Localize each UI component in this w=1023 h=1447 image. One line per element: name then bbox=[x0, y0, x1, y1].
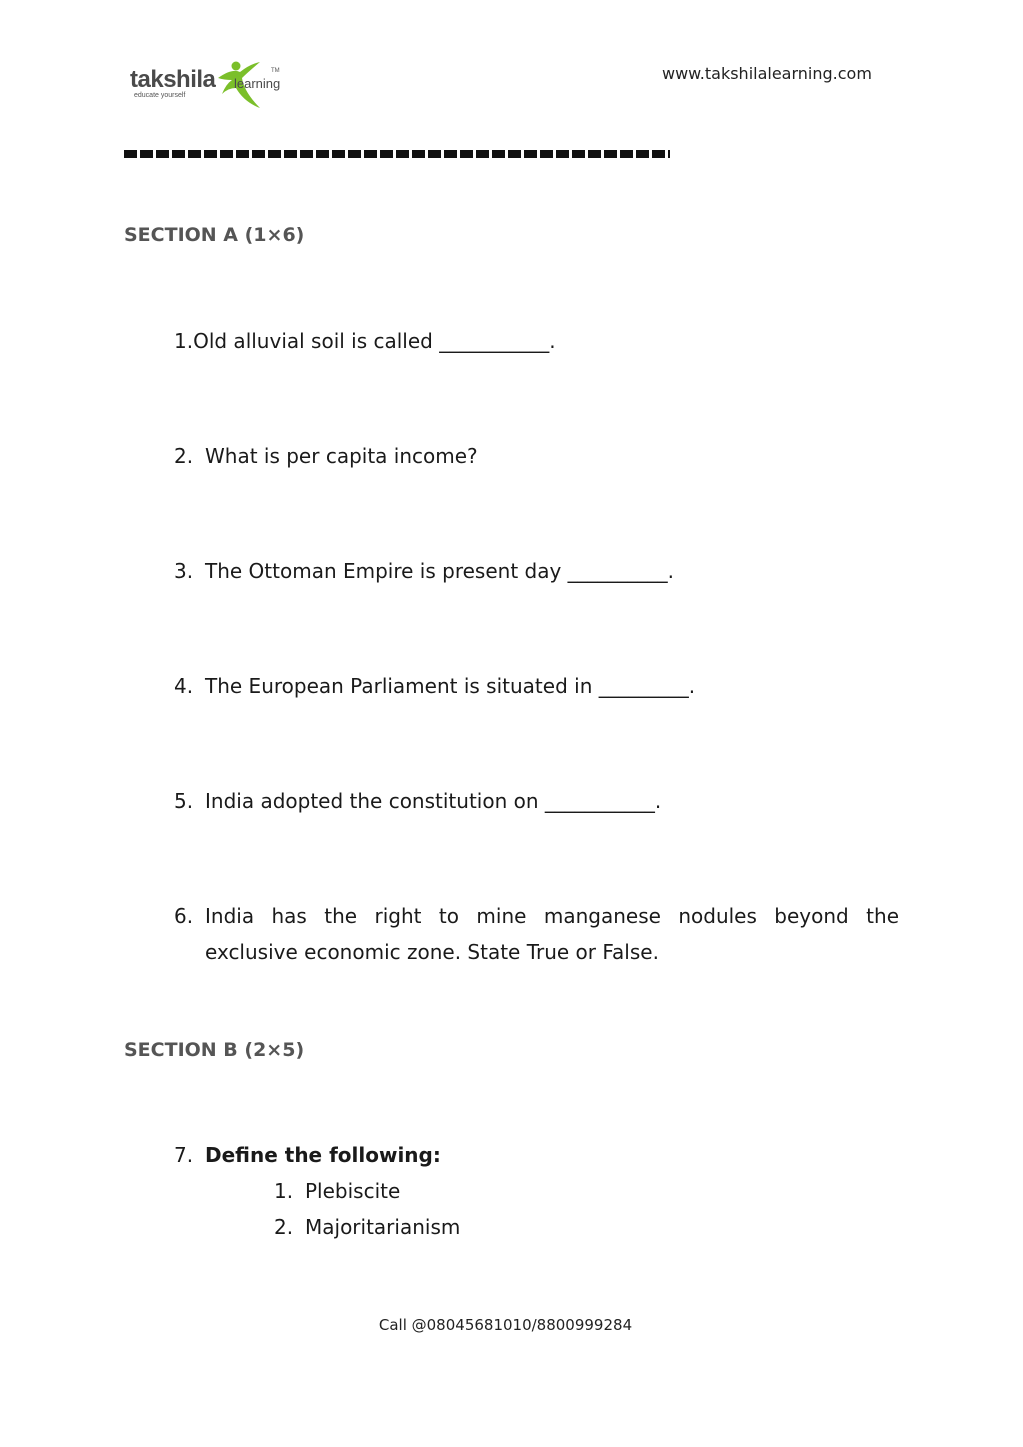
logo-tagline: educate yourself bbox=[134, 92, 186, 99]
question-4 bbox=[0, 668, 1023, 704]
question-text: The European Parliament is situated in _________. bbox=[205, 674, 696, 698]
question-6 bbox=[0, 898, 1023, 970]
question-number: 6. bbox=[174, 904, 194, 928]
question-number: 5. bbox=[174, 789, 194, 813]
question-number: 2. bbox=[174, 444, 194, 468]
subitem-number: 2. bbox=[274, 1215, 294, 1239]
subitem-text: Plebiscite bbox=[305, 1179, 401, 1203]
question-number: 7. bbox=[174, 1143, 194, 1167]
question-text-line-1: India has the right to mine manganese nodules beyond the bbox=[205, 904, 899, 928]
question-5 bbox=[0, 783, 1023, 819]
question-1 bbox=[0, 323, 1023, 359]
section-a-heading: SECTION A (1×6) bbox=[124, 224, 305, 246]
question-2 bbox=[0, 438, 1023, 474]
subitem-text: Majoritarianism bbox=[305, 1215, 461, 1239]
footer-contact: Call @08045681010/8800999284 bbox=[378, 1316, 633, 1334]
question-7 bbox=[0, 1137, 1023, 1245]
logo-name: takshila bbox=[130, 66, 216, 93]
logo-learning: learning bbox=[234, 76, 281, 91]
question-text: The Ottoman Empire is present day __________. bbox=[205, 559, 675, 583]
question-number: 4. bbox=[174, 674, 194, 698]
logo-trademark: TM bbox=[271, 68, 280, 74]
question-1-text: 1.Old alluvial soil is called ___________. bbox=[174, 329, 556, 353]
dashed-divider bbox=[124, 150, 670, 158]
question-text: India adopted the constitution on ___________. bbox=[205, 789, 662, 813]
website-url: www.takshilalearning.com bbox=[662, 64, 872, 83]
question-text: What is per capita income? bbox=[205, 444, 478, 468]
question-number: 3. bbox=[174, 559, 194, 583]
subitem-number: 1. bbox=[274, 1179, 294, 1203]
question-3 bbox=[0, 553, 1023, 589]
takshila-logo bbox=[130, 58, 290, 112]
section-b-heading: SECTION B (2×5) bbox=[124, 1039, 305, 1061]
question-text: Define the following: bbox=[205, 1143, 441, 1167]
question-text-line-2: exclusive economic zone. State True or False. bbox=[205, 940, 659, 964]
